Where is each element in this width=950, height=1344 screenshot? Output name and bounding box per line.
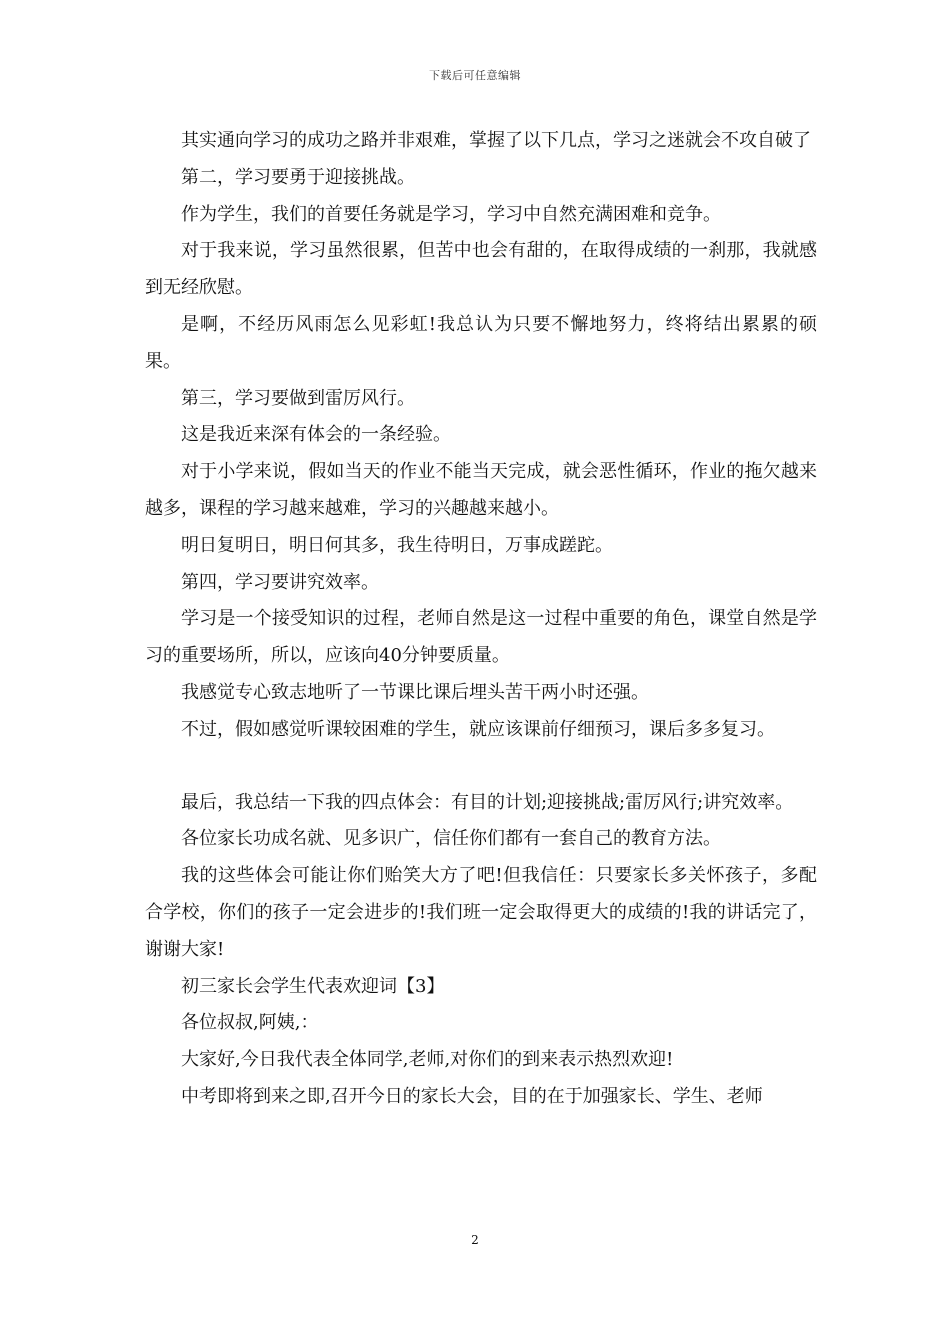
paragraph: 这是我近来深有体会的一条经验。 [181, 424, 451, 446]
paragraph: 是啊，不经历风雨怎么见彩虹!我总认为只要不懈地努力，终将结出累累的硕果。 [145, 313, 817, 372]
page-number: 2 [471, 1233, 479, 1247]
paragraph: 不过，假如感觉听课较困难的学生，就应该课前仔细预习，课后多多复习。 [181, 718, 775, 740]
paragraph: 学习是一个接受知识的过程，老师自然是这一过程中重要的角色，课堂自然是学习的重要场所，所以，应该向40分钟要质量。 [145, 608, 817, 667]
section-title: 初三家长会学生代表欢迎词【3】 [181, 975, 445, 997]
paragraph: 对于小学来说，假如当天的作业不能当天完成，就会恶性循环，作业的拖欠越来越多，课程的学习越来越难，学习的兴趣越来越小。 [145, 461, 817, 519]
paragraph: 其实通向学习的成功之路并非艰难，掌握了以下几点，学习之迷就会不攻自破了 [181, 130, 811, 151]
paragraph: 第三，学习要做到雷厉风行。 [181, 387, 415, 409]
paragraph: 作为学生，我们的首要任务就是学习，学习中自然充满困难和竞争。 [181, 203, 721, 225]
paragraph: 对于我来说，学习虽然很累，但苦中也会有甜的，在取得成绩的一刹那，我就感到无经欣慰。 [145, 240, 817, 299]
document-body [145, 123, 817, 1116]
paragraph: 大家好,今日我代表全体同学,老师,对你们的到来表示热烈欢迎! [181, 1049, 674, 1071]
paragraph: 最后，我总结一下我的四点体会：有目的计划;迎接挑战;雷厉风行;讲究效率。 [181, 791, 794, 813]
paragraph: 第四，学习要讲究效率。 [181, 571, 379, 593]
paragraph: 中考即将到来之即,召开今日的家长大会，目的在于加强家长、学生、老师 [181, 1085, 763, 1107]
paragraph: 明日复明日，明日何其多，我生待明日，万事成蹉跎。 [181, 534, 613, 556]
page-header: 下载后可任意编辑 [429, 69, 521, 82]
paragraph: 第二，学习要勇于迎接挑战。 [181, 166, 415, 188]
paragraph: 各位叔叔,阿姨,： [181, 1012, 319, 1034]
paragraph: 我感觉专心致志地听了一节课比课后埋头苦干两小时还强。 [181, 681, 649, 703]
paragraph: 各位家长功成名就、见多识广，信任你们都有一套自己的教育方法。 [181, 828, 721, 850]
blank-line [145, 749, 817, 785]
paragraph: 我的这些体会可能让你们贻笑大方了吧!但我信任：只要家长多关怀孩子，多配合学校，你们的孩子一定会进步的!我们班一定会取得更大的成绩的!我的讲话完了，谢谢大家! [145, 865, 817, 960]
